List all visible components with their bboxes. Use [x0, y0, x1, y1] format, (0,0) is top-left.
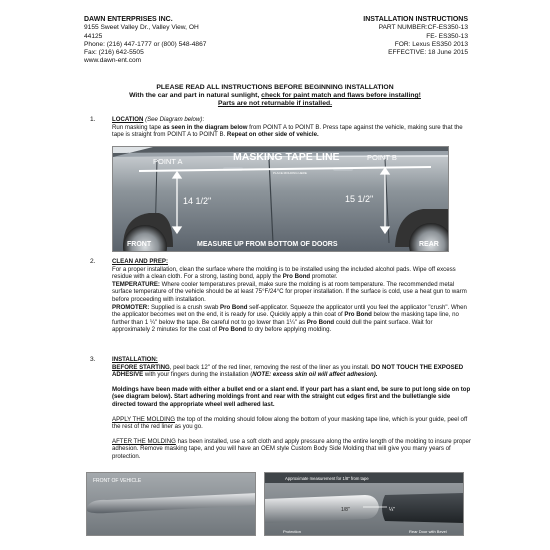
phone: Phone: (216) 447-1777 or (800) 548-4867	[84, 40, 207, 48]
section-1-text-4: Repeat on other side of vehicle.	[226, 131, 319, 139]
document-title: INSTALLATION INSTRUCTIONS	[363, 16, 468, 23]
effective-date: EFFECTIVE: 18 June 2015	[388, 49, 468, 57]
address-line-1: 9155 Sweet Valley Dr., Valley View, OH	[84, 24, 199, 32]
section-3-title: INSTALLATION:	[112, 356, 158, 363]
protection-label: Protection	[283, 529, 302, 534]
temperature-text: Where cooler temperatures prevail, make sure the molding is at room temperature. The recommended metal surface temperature of the vehicle should be at least 75°F/24°C for proper installation. If the surface is cold, use a heat gun to warm before proceeding with installation.	[112, 280, 467, 303]
section-1-title: LOCATION	[112, 116, 144, 123]
promoter-bold-3: Pro Bond	[306, 318, 335, 326]
location-diagram	[112, 146, 449, 252]
promoter-bold-2: Pro Bond	[344, 311, 372, 319]
temperature-label: TEMPERATURE:	[112, 280, 160, 288]
section-3	[112, 356, 472, 461]
address-line-2: 44125	[84, 32, 103, 40]
point-a-label: POINT A	[153, 157, 183, 166]
do-not-touch: DO NOT TOUCH THE EXPOSED ADHESIVE	[112, 363, 464, 379]
vehicle-fit: FOR: Lexus ES350 2013	[394, 40, 468, 48]
rear-label: REAR	[419, 241, 439, 248]
measure-eighth: 1/8"	[341, 507, 350, 513]
part-number: PART NUMBER:CF-ES350-13	[378, 24, 468, 32]
section-2-number: 2.	[90, 258, 96, 265]
section-1-text-2: as seen in the diagram below	[162, 123, 248, 131]
promoter-text-1: Supplied is a crush swab	[149, 303, 221, 311]
approx-note: Approximate measurement for 1/8" from tape	[285, 476, 369, 481]
banner-line-2-b: check for paint match and flaws before installing!	[261, 92, 421, 99]
before-text-2: with your fingers during the installation (	[143, 371, 253, 379]
measure-quarter: ¼"	[389, 507, 395, 513]
clean-text-end: promoter.	[310, 273, 338, 281]
right-measurement: 15 1/2"	[345, 194, 374, 204]
molding-photo-detail	[264, 472, 464, 536]
bullet-end-molding	[265, 495, 379, 523]
section-2-title: CLEAN AND PREP:	[112, 258, 168, 265]
measure-note: MEASURE UP FROM BOTTOM OF DOORS	[197, 241, 338, 248]
before-text-1: , peel back 12" of the red liner, removing the rest of the liner as you install.	[169, 363, 372, 371]
clean-text: For a proper installation, clean the surface where the molding is to be installed using the included alcohol pads. Wipe off excess residue with a clean cloth. For a strong, lasting bond, apply the	[112, 265, 456, 281]
fax: Fax: (216) 642-5505	[84, 49, 144, 57]
section-1-text-3: from POINT A to POINT B. Press tape against the vehicle, making sure that the tape is straight from POINT A to POINT B.	[112, 123, 463, 139]
promoter-bold-4: Pro Bond	[218, 326, 247, 334]
left-measurement: 14 1/2"	[183, 196, 212, 206]
adhesion-note: NOTE: excess skin oil will affect adhesion).	[252, 371, 378, 379]
point-b-label: POINT B	[367, 153, 397, 162]
promoter-text-5: to dry before applying molding.	[246, 326, 332, 334]
clean-pro-bond: Pro Bond	[282, 273, 311, 281]
tape-small-text: PLACE MOLDING HERE	[273, 171, 307, 175]
promoter-text-2: self-applicator. Squeeze the applicator until you feel the applicator "crush". When the applicator becomes wet on the end, it is ready for use. Quickly apply a thin coat of	[112, 303, 467, 319]
before-starting-label: BEFORE STARTING	[112, 363, 170, 371]
apply-molding-label: APPLY THE MOLDING	[112, 415, 175, 423]
document-info	[363, 16, 468, 57]
front-of-vehicle-label: FRONT OF VEHICLE	[93, 478, 142, 484]
section-1-title-note: (See Diagram below)	[145, 116, 203, 123]
section-1: LOCATION (See Diagram below): Run masking tape as seen in the diagram below from POINT A to POINT B. Press tape against the vehicle, making sure that the tape is straight from POINT A to POINT B. Repeat on other side of vehicle.	[112, 116, 463, 139]
rear-door-label: Rear Door with Bevel	[409, 529, 447, 534]
website: www.dawn-ent.com	[84, 57, 142, 65]
section-1-number: 1.	[90, 116, 96, 123]
banner-line-2-a: With the car and part in natural sunlight,	[129, 92, 262, 99]
section-1-text-1: Run masking tape	[112, 123, 163, 131]
banner-line-1: PLEASE READ ALL INSTRUCTIONS BEFORE BEGINNING INSTALLATION	[156, 84, 394, 91]
moldings-note: Moldings have been made with either a bullet end or a slant end. If your part has a slant end, be sure to put long side on top (see diagram below). Start adhering moldings front and rear with the straight cut edges first and the bullet/angle side directed toward the appropriate wheel well adhered last.	[112, 385, 471, 408]
after-molding-label: AFTER THE MOLDING	[112, 437, 176, 445]
molding-photo-front	[86, 472, 256, 536]
promoter-label: PROMOTER:	[112, 303, 150, 311]
company-info	[84, 16, 206, 66]
company-name: DAWN ENTERPRISES INC.	[84, 16, 173, 23]
promoter-text-3: below the masking tape line, no further than 1 ¼" below the tape. Be careful not to go lower than 1¼" as	[112, 311, 459, 326]
fe-number: FE- ES350-13	[426, 32, 468, 40]
front-label: FRONT	[127, 241, 152, 248]
banner-line-3: Parts are not returnable if installed.	[217, 100, 333, 107]
section-3-number: 3.	[90, 356, 96, 363]
masking-tape-line-label: MASKING TAPE LINE	[233, 151, 340, 163]
banner-line-2	[60, 92, 490, 100]
promoter-text-4: could dull the paint surface. Wait for approximately 2 minutes for the coat of	[112, 318, 433, 334]
section-2	[112, 258, 472, 334]
promoter-bold-1: Pro Bond	[220, 303, 248, 311]
after-molding-text: has been installed, use a soft cloth and apply pressure along the entire length of the molding to insure proper adhesion. Remove masking tape, and you will have an OEM style Custom Body Side Molding that will give you many years of protection.	[112, 437, 471, 460]
apply-molding-text: the top of the molding should follow along the bottom of your masking tape line, which is your guide, peel off the rest of the red liner as you go.	[112, 415, 468, 431]
